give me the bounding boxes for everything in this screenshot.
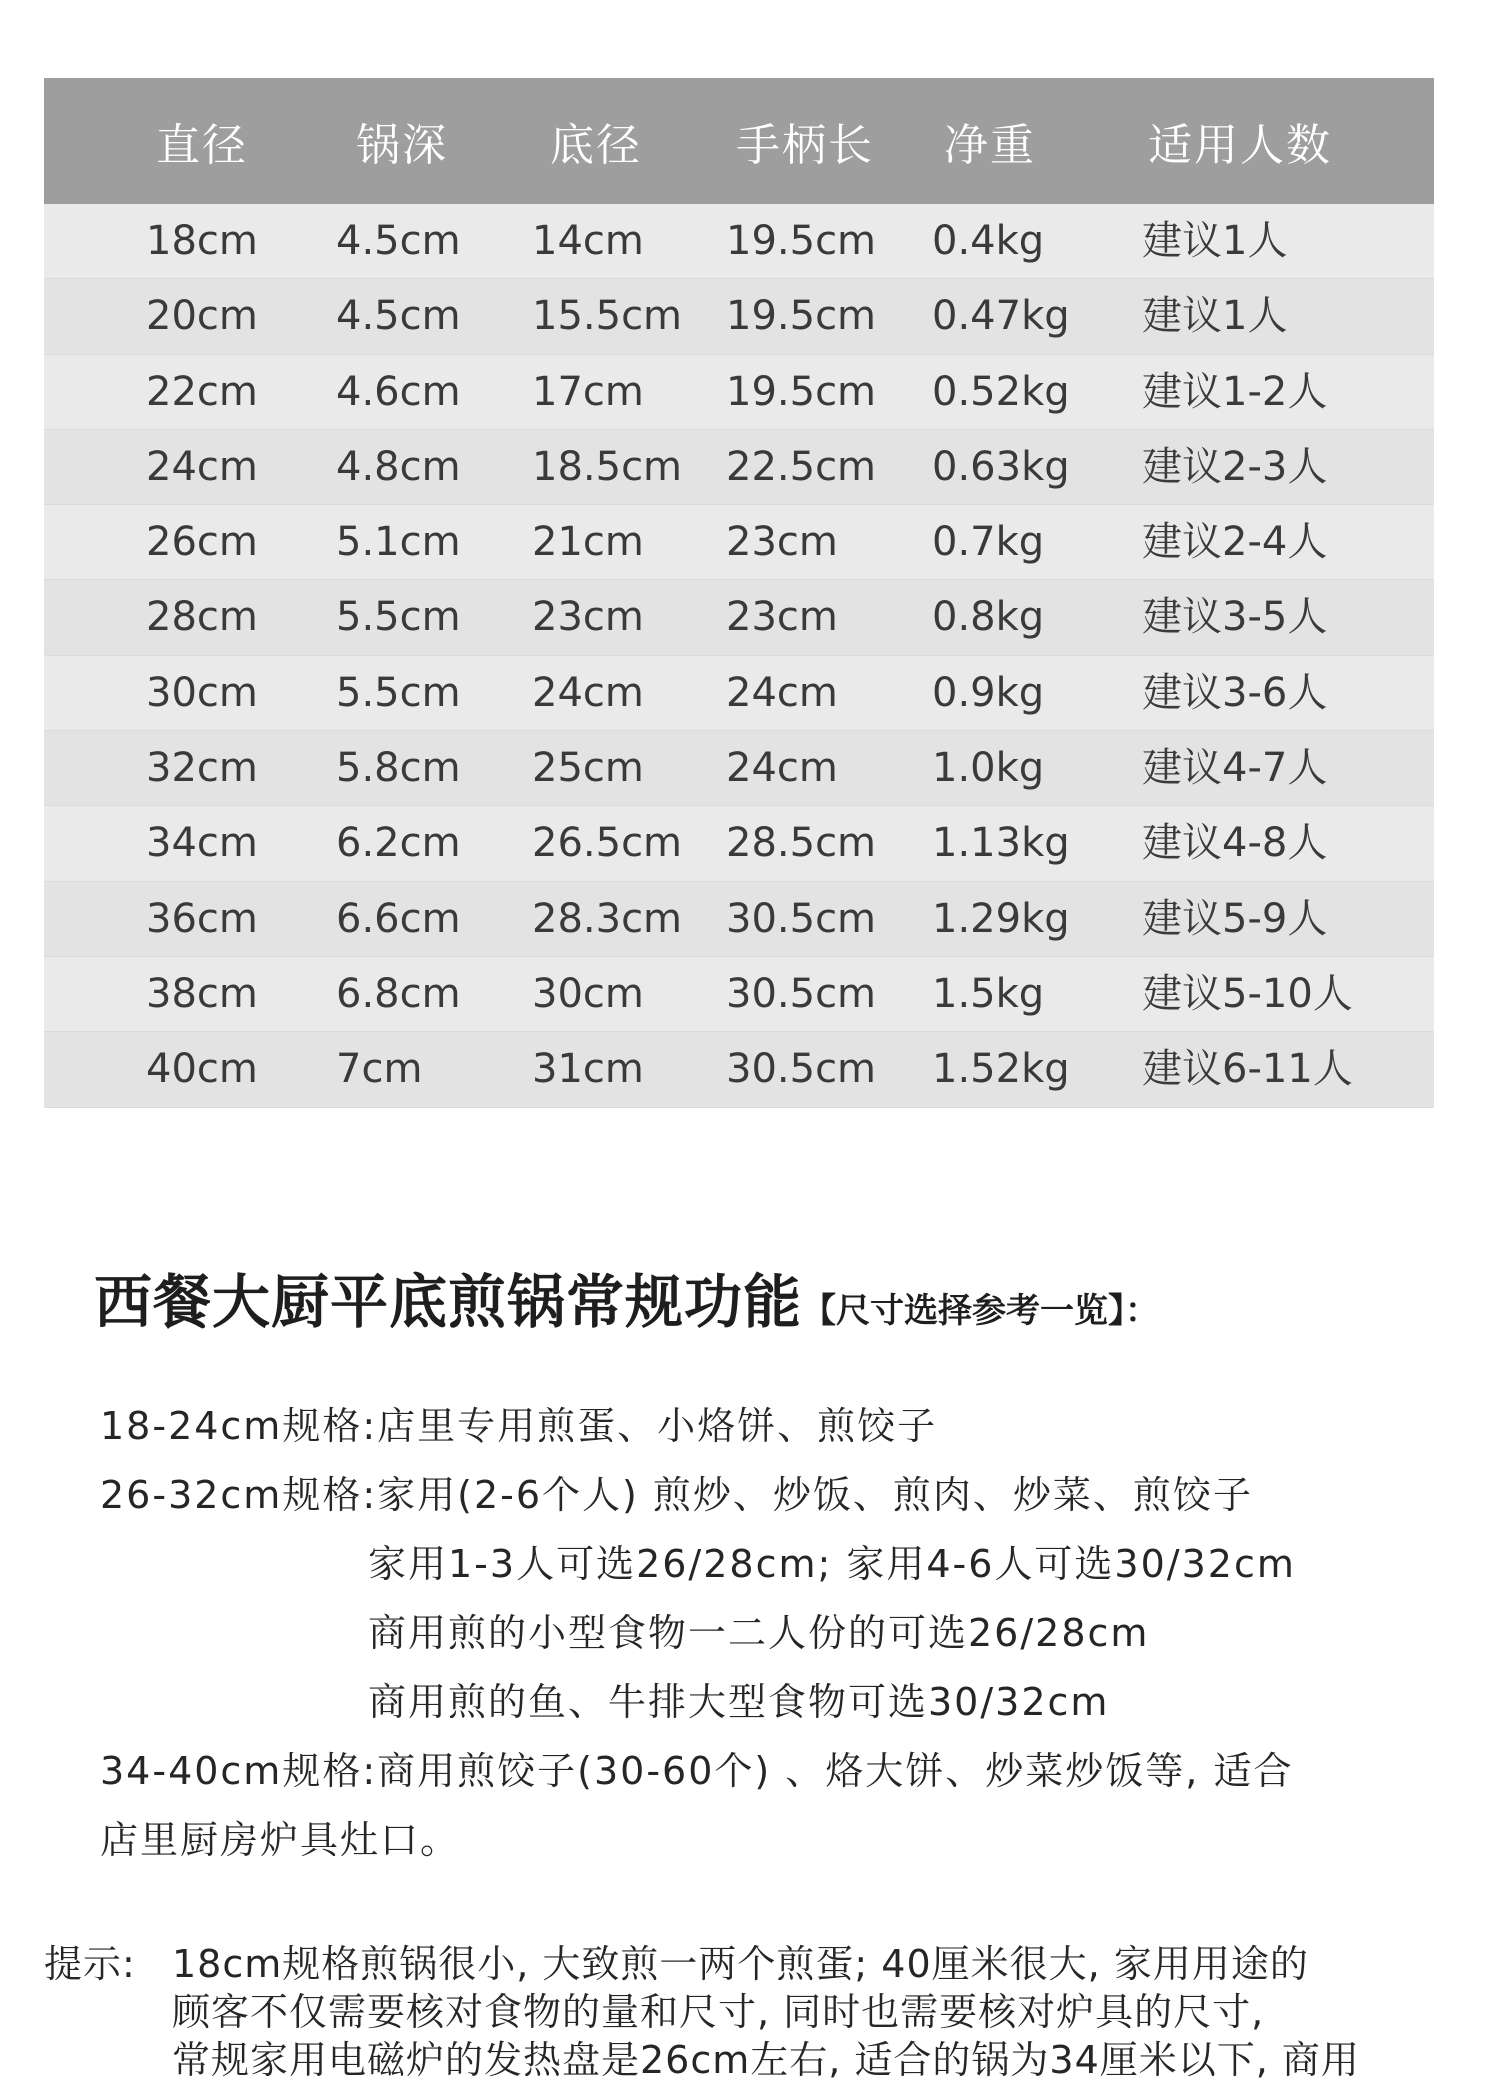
table-cell: 0.9kg xyxy=(932,669,1045,716)
usage-line xyxy=(100,1668,1296,1737)
table-cell: 24cm xyxy=(726,669,838,716)
header-diameter: 直径 xyxy=(156,120,248,171)
table-cell: 17cm xyxy=(532,368,644,415)
table-cell: 4.6cm xyxy=(336,368,461,415)
table-cell: 0.52kg xyxy=(932,368,1070,415)
functions-title xyxy=(94,1255,1159,1339)
table-row xyxy=(44,957,1434,1032)
table-cell: 0.47kg xyxy=(932,293,1070,340)
table-cell: 30.5cm xyxy=(726,1046,877,1093)
table-cell: 1.13kg xyxy=(932,820,1070,867)
table-cell: 4.5cm xyxy=(336,293,461,340)
table-cell: 23cm xyxy=(726,594,838,641)
table-row xyxy=(44,279,1434,354)
table-cell: 建议1人 xyxy=(1142,293,1288,340)
tip-line xyxy=(44,1988,1360,2036)
table-cell: 建议1人 xyxy=(1142,218,1288,264)
table-cell: 18cm xyxy=(146,218,258,264)
table-cell: 建议1-2人 xyxy=(1142,368,1328,415)
table-cell: 1.5kg xyxy=(932,970,1045,1017)
header-depth: 锅深 xyxy=(356,120,448,171)
table-cell: 6.2cm xyxy=(336,820,461,867)
table-cell: 20cm xyxy=(146,293,258,340)
table-cell: 24cm xyxy=(726,745,838,792)
table-cell: 19.5cm xyxy=(726,293,877,340)
table-body xyxy=(44,204,1434,1108)
table-cell: 30cm xyxy=(532,970,644,1017)
table-cell: 0.63kg xyxy=(932,443,1070,490)
table-cell: 建议3-6人 xyxy=(1142,669,1328,716)
table-cell: 1.29kg xyxy=(932,895,1070,942)
table-cell: 30.5cm xyxy=(726,970,877,1017)
table-row xyxy=(44,355,1434,430)
table-cell: 建议5-10人 xyxy=(1142,970,1353,1017)
functions-title-text: 西餐大厨平底煎锅常规功能 xyxy=(94,1268,803,1336)
usage-line xyxy=(100,1530,1296,1599)
table-cell: 14cm xyxy=(532,218,644,264)
tip-text: 常规家用电磁炉的发热盘是26cm左右, 适合的锅为34厘米以下, 商用 xyxy=(172,2038,1360,2082)
table-cell: 5.5cm xyxy=(336,669,461,716)
usage-line xyxy=(100,1392,1296,1461)
table-row xyxy=(44,1032,1434,1107)
usage-text: 家用(2-6个人) 煎炒、炒饭、煎肉、炒菜、煎饺子 xyxy=(377,1473,1253,1517)
tip-section xyxy=(44,1940,1360,2084)
table-cell: 25cm xyxy=(532,745,644,792)
tip-text: 18cm规格煎锅很小, 大致煎一两个煎蛋; 40厘米很大, 家用用途的 xyxy=(172,1942,1309,1986)
table-cell: 4.5cm xyxy=(336,218,461,264)
table-cell: 19.5cm xyxy=(726,218,877,264)
table-cell: 0.8kg xyxy=(932,594,1045,641)
usage-size-label: 18-24cm规格: xyxy=(100,1404,378,1448)
table-cell: 36cm xyxy=(146,895,258,942)
usage-text: 店里厨房炉具灶口。 xyxy=(100,1818,461,1862)
usage-size-label: 34-40cm规格: xyxy=(100,1749,378,1793)
table-cell: 建议4-7人 xyxy=(1142,745,1328,792)
table-cell: 26cm xyxy=(146,519,258,566)
table-row xyxy=(44,656,1434,731)
table-cell: 18.5cm xyxy=(532,443,683,490)
table-cell: 38cm xyxy=(146,970,258,1017)
header-handle-length: 手柄长 xyxy=(736,120,874,171)
usage-text: 家用1-3人可选26/28cm; 家用4-6人可选30/32cm xyxy=(368,1542,1296,1586)
table-cell: 15.5cm xyxy=(532,293,683,340)
table-row xyxy=(44,882,1434,957)
usage-text: 店里专用煎蛋、小烙饼、煎饺子 xyxy=(377,1404,938,1448)
tip-text: 顾客不仅需要核对食物的量和尺寸, 同时也需要核对炉具的尺寸, xyxy=(172,1990,1265,2034)
tip-line xyxy=(44,1940,1360,1988)
usage-line xyxy=(100,1599,1296,1668)
table-cell: 28.5cm xyxy=(726,820,877,867)
table-cell: 24cm xyxy=(146,443,258,490)
table-cell: 26.5cm xyxy=(532,820,683,867)
table-cell: 30.5cm xyxy=(726,895,877,942)
table-row xyxy=(44,806,1434,881)
table-row xyxy=(44,580,1434,655)
table-cell: 4.8cm xyxy=(336,443,461,490)
table-cell: 24cm xyxy=(532,669,644,716)
header-base-diameter: 底径 xyxy=(550,120,642,171)
table-cell: 5.8cm xyxy=(336,745,461,792)
usage-line xyxy=(100,1737,1296,1806)
table-header xyxy=(44,78,1434,204)
table-row xyxy=(44,731,1434,806)
table-cell: 21cm xyxy=(532,519,644,566)
table-cell: 32cm xyxy=(146,745,258,792)
table-cell: 0.7kg xyxy=(932,519,1045,566)
table-cell: 建议6-11人 xyxy=(1142,1046,1353,1093)
table-cell: 23cm xyxy=(726,519,838,566)
tip-label: 提示: xyxy=(44,1942,136,1986)
usage-line xyxy=(100,1806,1296,1875)
table-cell: 建议4-8人 xyxy=(1142,820,1328,867)
table-row xyxy=(44,430,1434,505)
tip-line xyxy=(44,2036,1360,2084)
usage-text: 商用煎的鱼、牛排大型食物可选30/32cm xyxy=(368,1680,1110,1724)
table-cell: 5.1cm xyxy=(336,519,461,566)
table-row xyxy=(44,505,1434,580)
header-net-weight: 净重 xyxy=(944,120,1036,171)
header-servings: 适用人数 xyxy=(1148,120,1332,171)
table-cell: 建议5-9人 xyxy=(1142,895,1328,942)
functions-subtitle: 【尺寸选择参考一览】： xyxy=(802,1291,1160,1331)
table-cell: 19.5cm xyxy=(726,368,877,415)
table-cell: 1.0kg xyxy=(932,745,1045,792)
table-cell: 建议2-3人 xyxy=(1142,443,1328,490)
table-cell: 30cm xyxy=(146,669,258,716)
table-row xyxy=(44,204,1434,279)
table-cell: 31cm xyxy=(532,1046,644,1093)
table-cell: 7cm xyxy=(336,1046,423,1093)
table-cell: 22.5cm xyxy=(726,443,877,490)
usage-text: 商用煎的小型食物一二人份的可选26/28cm xyxy=(368,1611,1150,1655)
table-cell: 0.4kg xyxy=(932,218,1045,264)
usage-line xyxy=(100,1461,1296,1530)
table-cell: 34cm xyxy=(146,820,258,867)
table-cell: 28.3cm xyxy=(532,895,683,942)
table-cell: 6.6cm xyxy=(336,895,461,942)
size-spec-table xyxy=(44,78,1434,1108)
table-cell: 28cm xyxy=(146,594,258,641)
table-cell: 6.8cm xyxy=(336,970,461,1017)
table-cell: 22cm xyxy=(146,368,258,415)
table-cell: 5.5cm xyxy=(336,594,461,641)
table-cell: 1.52kg xyxy=(932,1046,1070,1093)
usage-text: 商用煎饺子(30-60个) 、烙大饼、炒菜炒饭等, 适合 xyxy=(377,1749,1294,1793)
usage-size-label: 26-32cm规格: xyxy=(100,1473,378,1517)
table-cell: 23cm xyxy=(532,594,644,641)
table-cell: 建议3-5人 xyxy=(1142,594,1328,641)
table-cell: 40cm xyxy=(146,1046,258,1093)
table-cell: 建议2-4人 xyxy=(1142,519,1328,566)
size-usage-list xyxy=(100,1392,1296,1875)
